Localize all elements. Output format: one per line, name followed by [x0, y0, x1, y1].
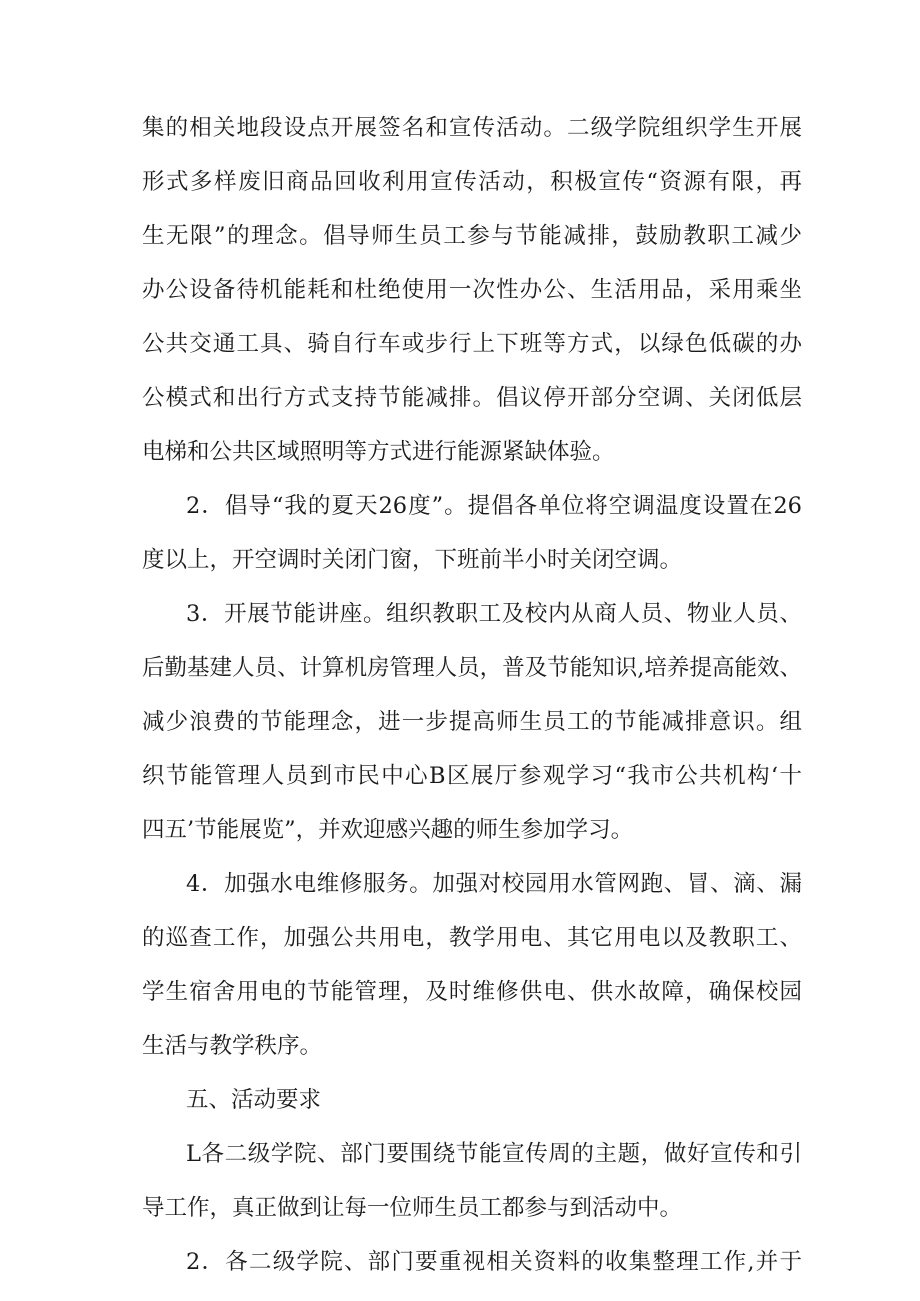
paragraph-line: 形式多样废旧商品回收利用宣传活动，积极宣传“资源有限，再 — [142, 169, 802, 195]
paragraph-line: 2．倡导“我的夏天26度”。提倡各单位将空调温度设置在26 — [186, 493, 802, 519]
paragraph-line: 生活与教学秩序。 — [142, 1033, 323, 1059]
section-heading: 五、活动要求 — [186, 1087, 322, 1113]
paragraph-line: L各二级学院、部门要围绕节能宣传周的主题，做好宣传和引 — [186, 1141, 802, 1167]
paragraph-line: 导工作，真正做到让每一位师生员工都参与到活动中。 — [142, 1195, 683, 1221]
paragraph-line: 集的相关地段设点开展签名和宣传活动。二级学院组织学生开展 — [142, 115, 802, 141]
paragraph-line: 生无限”的理念。倡导师生员工参与节能减排，鼓励教职工减少 — [142, 223, 802, 249]
paragraph-line: 公模式和出行方式支持节能减排。倡议停开部分空调、关闭低层 — [142, 385, 802, 411]
paragraph-line: 织节能管理人员到市民中心B区展厅参观学习“我市公共机构‘十 — [142, 763, 802, 789]
paragraph-line: 学生宿舍用电的节能管理，及时维修供电、供水故障，确保校园 — [142, 979, 802, 1005]
paragraph-line: 减少浪费的节能理念，进一步提高师生员工的节能减排意识。组 — [142, 709, 802, 735]
paragraph-line: 公共交通工具、骑自行车或步行上下班等方式，以绿色低碳的办 — [142, 331, 802, 357]
paragraph-line: 后勤基建人员、计算机房管理人员，普及节能知识,培养提高能效、 — [142, 655, 802, 681]
paragraph-line: 4．加强水电维修服务。加强对校园用水管网跑、冒、滴、漏 — [186, 871, 802, 897]
paragraph-line: 办公设备待机能耗和杜绝使用一次性办公、生活用品，采用乘坐 — [142, 277, 802, 303]
paragraph-line: 的巡查工作，加强公共用电，教学用电、其它用电以及教职工、 — [142, 925, 802, 951]
paragraph-line: 四五’节能展览”，并欢迎感兴趣的师生参加学习。 — [142, 817, 634, 843]
paragraph-line: 电梯和公共区域照明等方式进行能源紧缺体验。 — [142, 439, 615, 465]
paragraph-line: 2．各二级学院、部门要重视相关资料的收集整理工作,并于 — [186, 1249, 802, 1275]
paragraph-line: 度以上，开空调时关闭门窗，下班前半小时关闭空调。 — [142, 547, 683, 573]
paragraph-line: 3．开展节能讲座。组织教职工及校内从商人员、物业人员、 — [186, 601, 802, 627]
